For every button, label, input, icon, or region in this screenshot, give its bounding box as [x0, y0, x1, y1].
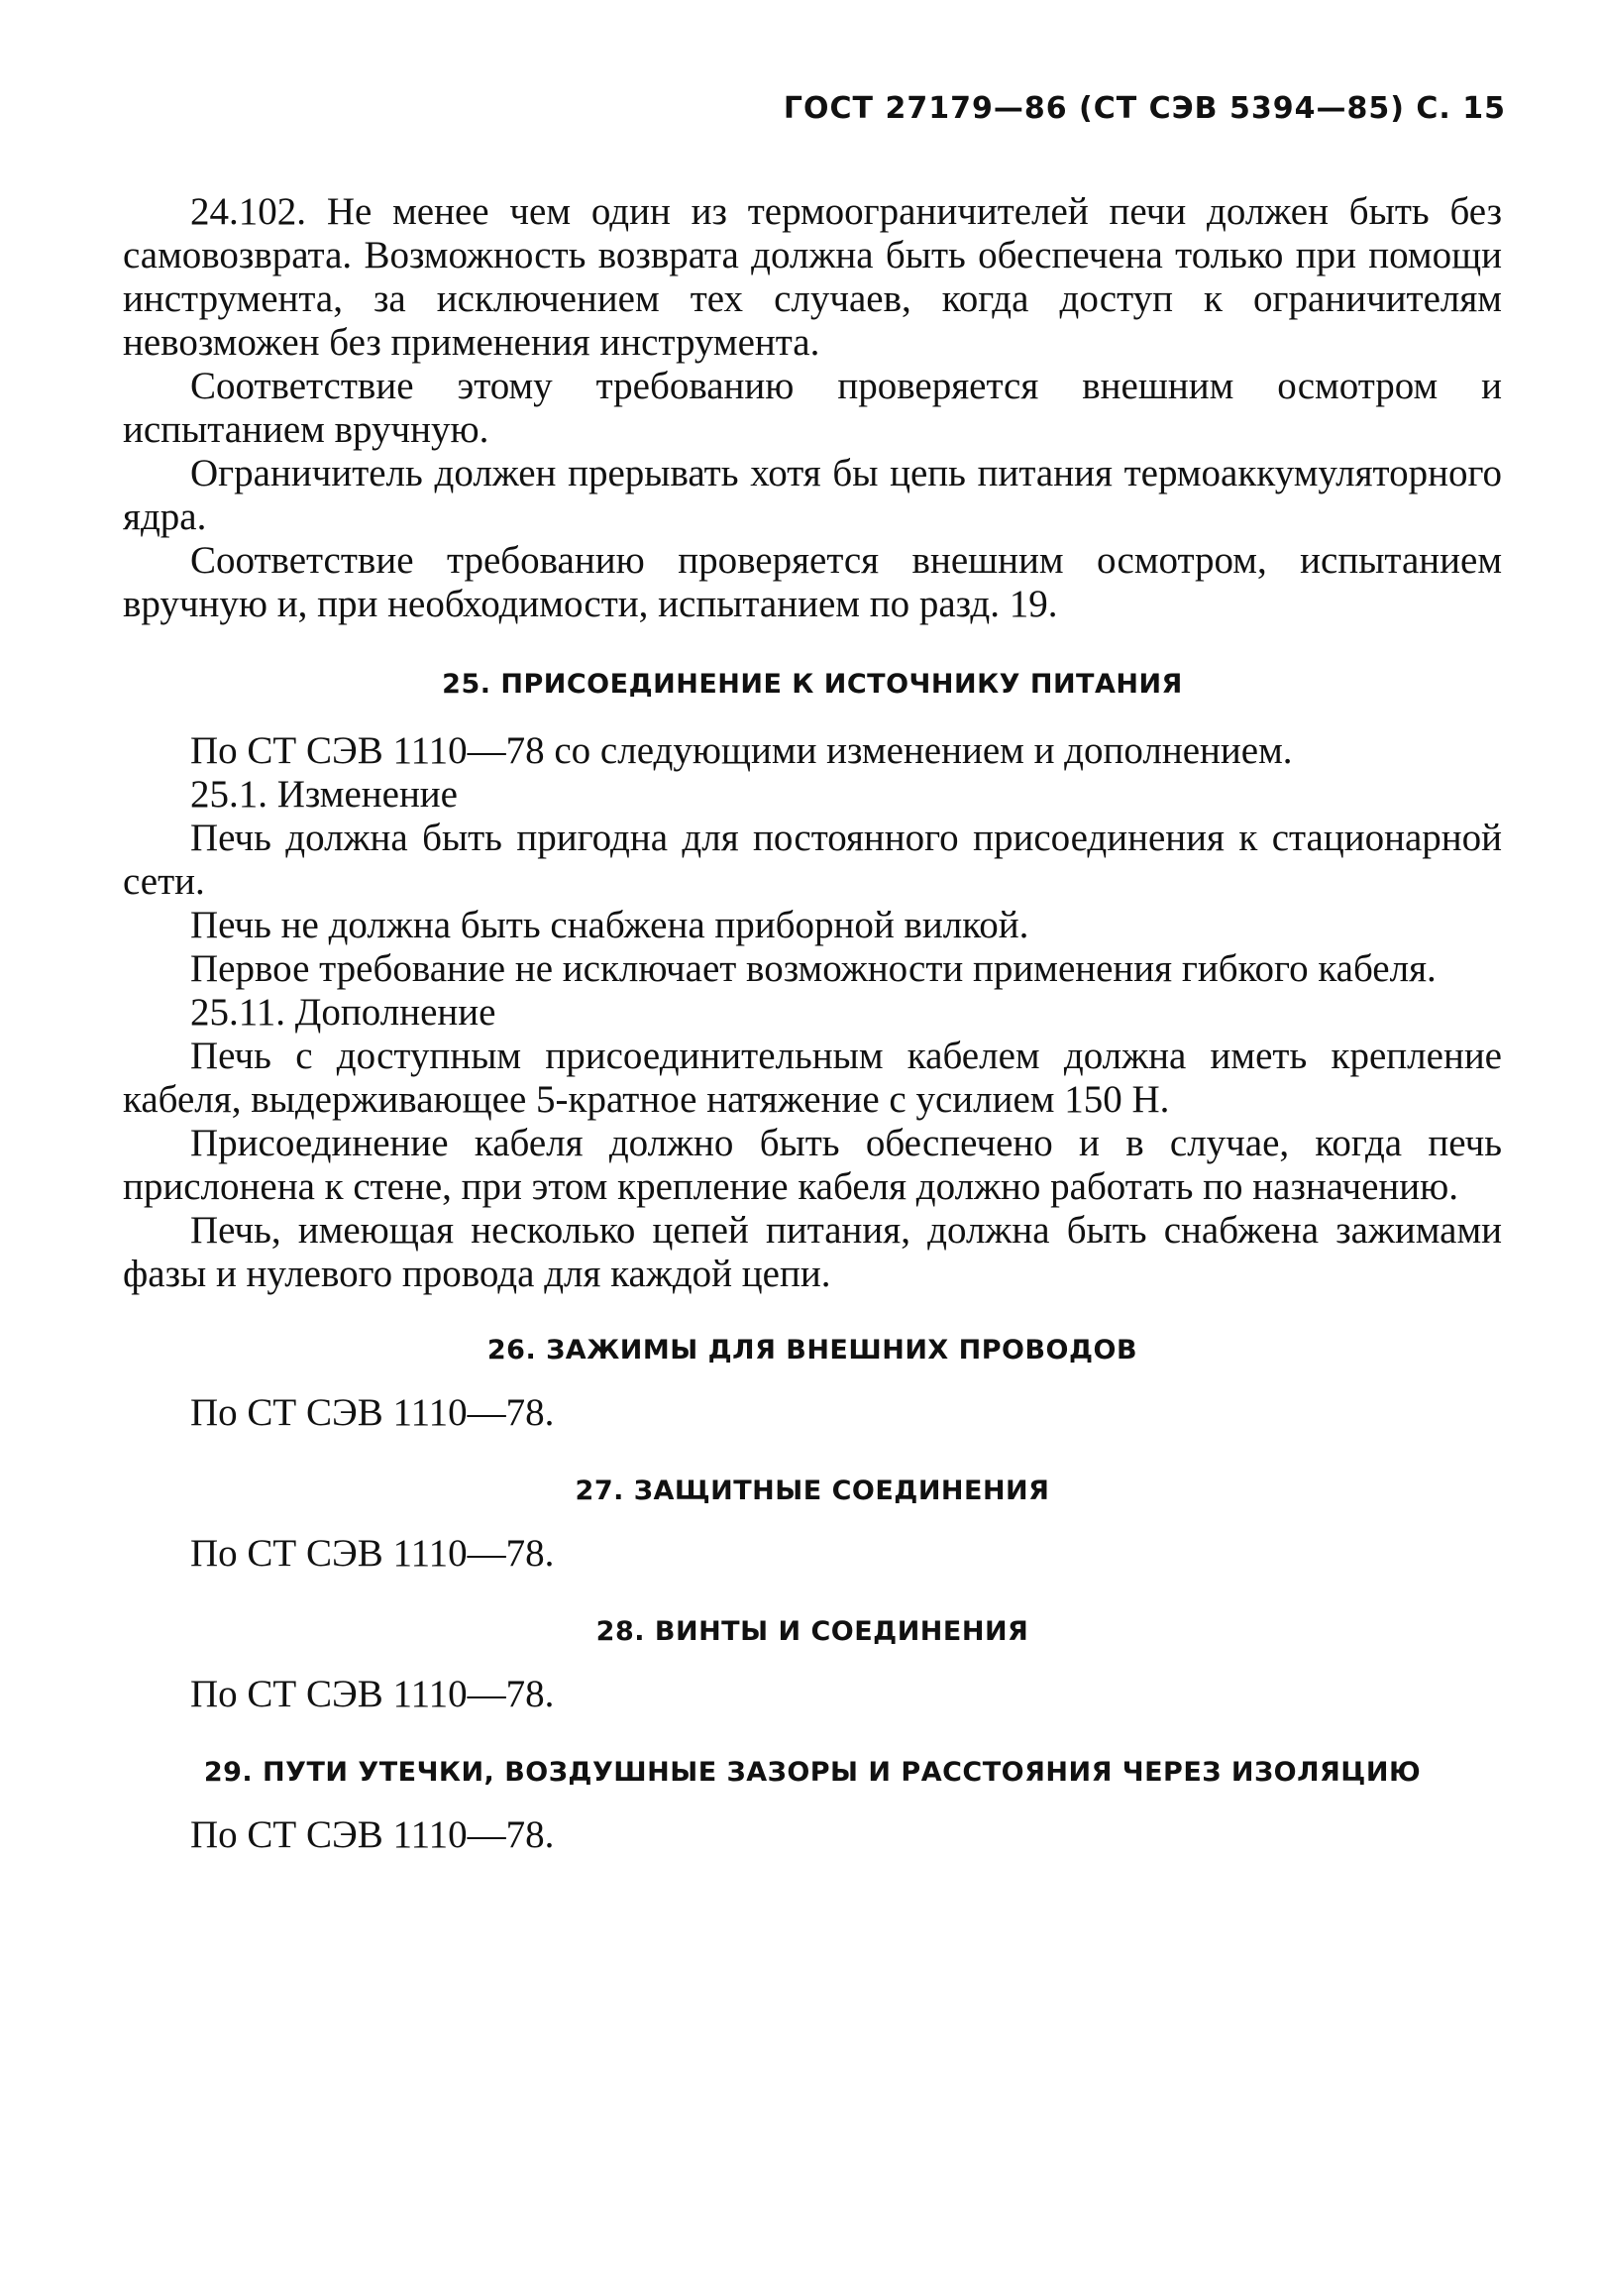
paragraph-25-1-text-1: Печь должна быть пригодна для постоянного присоединения к стационарной сети. — [123, 817, 1502, 903]
paragraph-25-11-title: 25.11. Дополнение — [190, 991, 496, 1034]
section-heading-27: 27. ЗАЩИТНЫЕ СОЕДИНЕНИЯ — [575, 1476, 1050, 1506]
paragraph-25-11-text-2: Присоединение кабеля должно быть обеспечено и в случае, когда печь прислонена к стене, при этом крепление кабеля должно работать по назначению. — [123, 1122, 1502, 1208]
paragraph-25-11-text-3: Печь, имеющая несколько цепей питания, должна быть снабжена зажимами фазы и нулевого провода для каждой цепи. — [123, 1209, 1502, 1295]
paragraph-24-102-limiter-check: Соответствие требованию проверяется внешним осмотром, испытанием вручную и, при необходимости, испытанием по разд. 19. — [123, 539, 1502, 625]
page-header: ГОСТ 27179—86 (СТ СЭВ 5394—85) С. 15 — [783, 91, 1506, 126]
paragraph-24-102: 24.102. Не менее чем один из термоограничителей печи должен быть без самовозврата. Возможность возврата должна быть обеспечена только при помощи инструмента, за исключением тех случаев, когда доступ к ограничителям невозможен без применения инструмента. — [123, 190, 1502, 364]
paragraph-29: По СТ СЭВ 1110—78. — [190, 1813, 555, 1856]
paragraph-24-102-limiter: Ограничитель должен прерывать хотя бы цепь питания термоаккумуляторного ядра. — [123, 452, 1502, 538]
paragraph-25-1-text-3: Первое требование не исключает возможности применения гибкого кабеля. — [190, 947, 1437, 990]
paragraph-25-1-title: 25.1. Изменение — [190, 773, 458, 816]
paragraph-26: По СТ СЭВ 1110—78. — [190, 1391, 555, 1434]
paragraph-24-102-check: Соответствие этому требованию проверяется внешним осмотром и испытанием вручную. — [123, 365, 1502, 451]
paragraph-25-11-text-1: Печь с доступным присоединительным кабелем должна иметь крепление кабеля, выдерживающее 5-кратное натяжение с усилием 150 Н. — [123, 1035, 1502, 1121]
paragraph-28: По СТ СЭВ 1110—78. — [190, 1673, 555, 1715]
paragraph-25-1-text-2: Печь не должна быть снабжена приборной вилкой. — [190, 904, 1029, 946]
document-body — [123, 190, 1502, 1857]
section-heading-29: 29. ПУТИ УТЕЧКИ, ВОЗДУШНЫЕ ЗАЗОРЫ И РАССТОЯНИЯ ЧЕРЕЗ ИЗОЛЯЦИЮ — [203, 1757, 1422, 1788]
section-heading-25: 25. ПРИСОЕДИНЕНИЕ К ИСТОЧНИКУ ПИТАНИЯ — [442, 669, 1183, 700]
section-heading-26: 26. ЗАЖИМЫ ДЛЯ ВНЕШНИХ ПРОВОДОВ — [486, 1335, 1138, 1366]
paragraph-25-intro: По СТ СЭВ 1110—78 со следующими изменением и дополнением. — [190, 729, 1293, 772]
section-heading-28: 28. ВИНТЫ И СОЕДИНЕНИЯ — [595, 1616, 1029, 1647]
paragraph-27: По СТ СЭВ 1110—78. — [190, 1532, 555, 1575]
